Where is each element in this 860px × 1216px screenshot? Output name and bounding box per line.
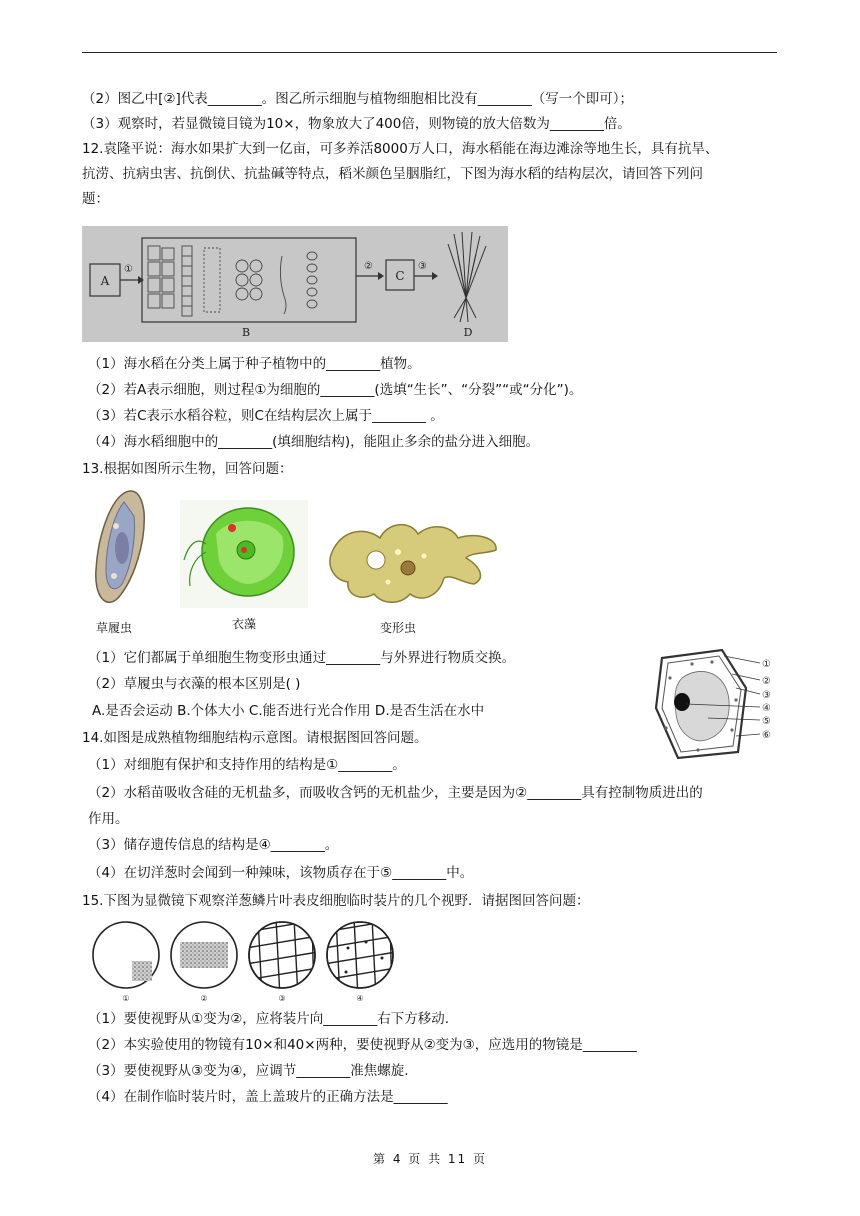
q13-options: A.是否会运动 B.个体大小 C.能否进行光合作用 D.是否生活在水中	[92, 703, 485, 719]
field-label-1: ①	[122, 994, 130, 1003]
q14-part4: （4）在切洋葱时会闻到一种辣味，该物质存在于⑤________中。	[88, 865, 474, 881]
field-label-4: ④	[356, 994, 364, 1003]
q14-stem: 14.如图是成熟植物细胞结构示意图。请根据图回答问题。	[82, 730, 428, 746]
plant-cell-diagram	[652, 648, 792, 760]
cell-label-3: ③	[762, 690, 771, 701]
paramecium-image	[96, 491, 144, 602]
q15-stem: 15.下图为显微镜下观察洋葱鳞片叶表皮细胞临时装片的几个视野．请据图回答问题：	[82, 893, 590, 909]
cell-label-6: ⑥	[762, 730, 771, 741]
cell-label-2: ②	[762, 676, 771, 687]
paramecium-caption: 草履虫	[95, 621, 133, 635]
q13-part1: （1）它们都属于单细胞生物变形虫通过________与外界进行物质交换。	[88, 650, 516, 666]
label-A: A	[100, 274, 110, 288]
field-label-2: ②	[200, 994, 208, 1003]
q13-part2: （2）草履虫与衣藻的根本区别是( )	[88, 676, 301, 692]
step-1-label: ①	[124, 264, 133, 275]
q12-part1: （1）海水稻在分类上属于种子植物中的________植物。	[88, 356, 421, 372]
q14-part1: （1）对细胞有保护和支持作用的结构是①________。	[88, 757, 406, 773]
cell-label-5: ⑤	[762, 716, 771, 727]
q12-part3: （3）若C表示水稻谷粒，则C在结构层次上属于________ 。	[88, 408, 444, 424]
label-D: D	[463, 326, 473, 339]
amoeba-image	[330, 525, 496, 603]
cell-label-4: ④	[762, 703, 771, 714]
amoeba-caption: 变形虫	[379, 621, 417, 635]
q15-part4: （4）在制作临时装片时，盖上盖玻片的正确方法是________	[88, 1089, 448, 1105]
organisms-figure	[84, 486, 510, 638]
header-rule	[82, 52, 777, 53]
label-B: B	[241, 326, 251, 339]
q11-part3: （3）观察时，若显微镜目镜为10×，物象放大了400倍，则物镜的放大倍数为________倍。	[82, 116, 631, 132]
chlamydomonas-image	[180, 500, 308, 608]
q14-part3: （3）储存遗传信息的结构是④________。	[88, 837, 339, 853]
microscope-fields-figure	[86, 918, 406, 1004]
chlamydomonas-caption: 衣藻	[231, 617, 257, 631]
step-3-label: ③	[418, 261, 427, 272]
q12-stem-cont: 抗涝、抗病虫害、抗倒伏、抗盐碱等特点，稻米颜色呈胭脂红，下图为海水稻的结构层次，请回答下列问	[82, 166, 703, 182]
q12-stem: 12.袁隆平说：海水如果扩大到一亿亩，可多养活8000万人口，海水稻能在海边滩涂等地生长，具有抗旱、	[82, 141, 719, 157]
q12-part4: （4）海水稻细胞中的________(填细胞结构)，能阻止多余的盐分进入细胞。	[88, 434, 540, 450]
q14-part2: （2）水稻苗吸收含硅的无机盐多，而吸收含钙的无机盐少，主要是因为②________具有控制物质进出的	[88, 785, 703, 801]
q13-stem: 13.根据如图所示生物，回答问题：	[82, 461, 293, 477]
label-C: C	[395, 269, 405, 283]
q15-part2: （2）本实验使用的物镜有10×和40×两种，要使视野从②变为③，应选用的物镜是________	[88, 1037, 637, 1053]
step-2-label: ②	[364, 261, 373, 272]
q12-part2: （2）若A表示细胞，则过程①为细胞的________(选填“生长”、“分裂”“或“分化”)。	[88, 382, 583, 398]
q15-part3: （3）要使视野从③变为④，应调节________准焦螺旋.	[88, 1063, 409, 1079]
rice-hierarchy-figure	[82, 226, 508, 342]
field-label-3: ③	[278, 994, 286, 1003]
q14-part2-cont: 作用。	[88, 811, 129, 827]
q11-part2: （2）图乙中[②]代表________。图乙所示细胞与植物细胞相比没有________（写一个即可）；	[82, 91, 633, 107]
page-footer: 第 4 页 共 11 页	[373, 1152, 487, 1166]
q15-part1: （1）要使视野从①变为②，应将装片向________右下方移动.	[88, 1011, 450, 1027]
cell-label-1: ①	[762, 659, 771, 670]
q12-stem-end: 题：	[82, 191, 109, 207]
